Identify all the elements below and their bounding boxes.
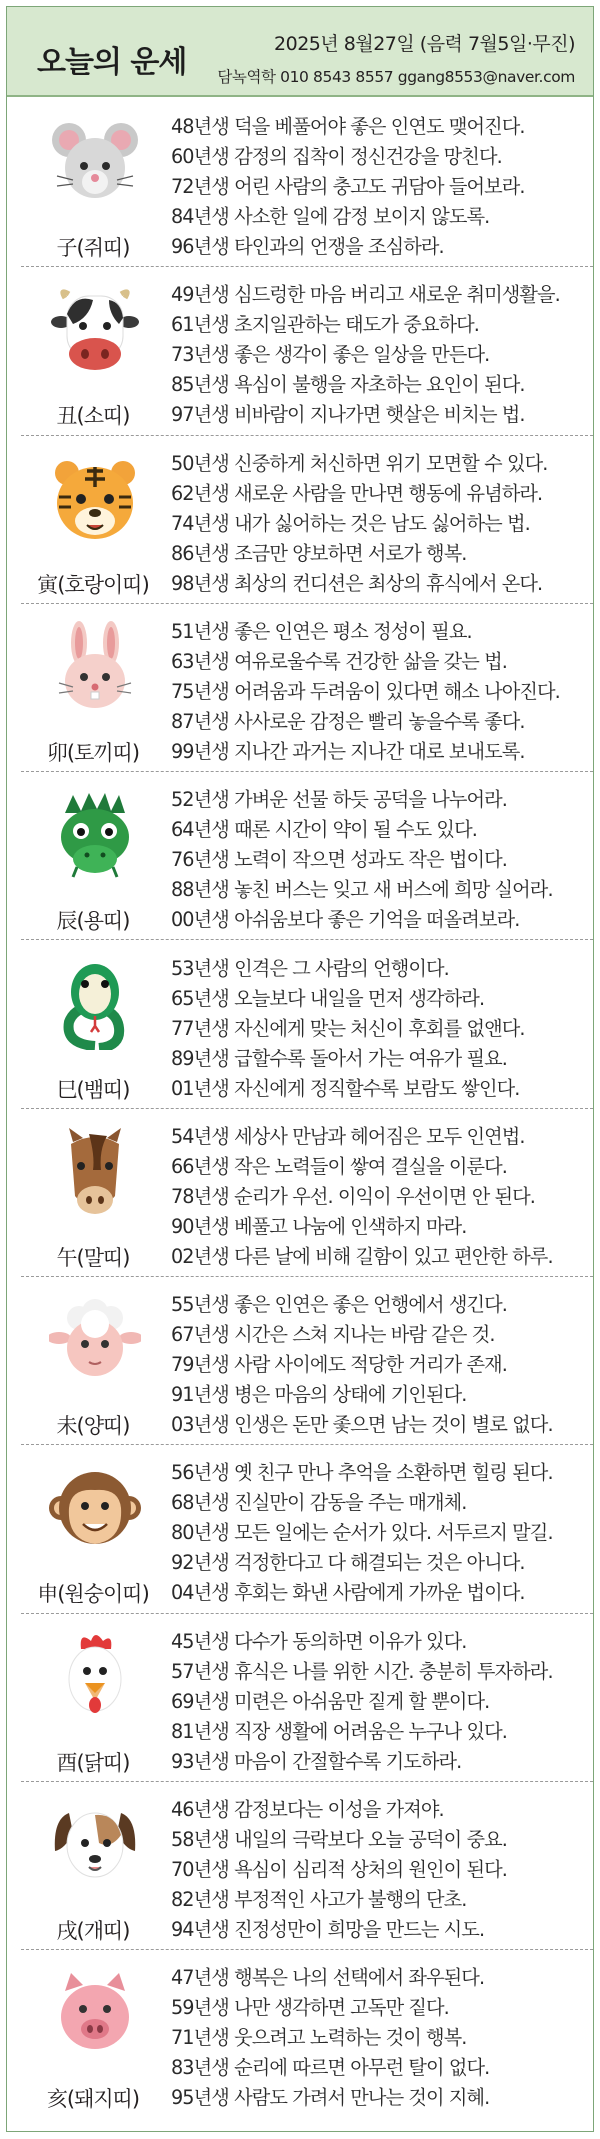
fortune-line: 96년생 타인과의 언쟁을 조심하라. bbox=[171, 235, 444, 258]
fortune-lines bbox=[171, 280, 560, 430]
fortune-line: 73년생 좋은 생각이 좋은 일상을 만든다. bbox=[171, 343, 490, 367]
monkey-icon bbox=[49, 1462, 141, 1554]
fortune-line: 74년생 내가 싫어하는 것은 남도 싫어하는 법. bbox=[171, 511, 530, 535]
fortune-line: 91년생 병은 마음의 상태에 기인된다. bbox=[171, 1383, 467, 1407]
pig-icon bbox=[49, 1967, 141, 2059]
fortune-line: 76년생 노력이 작으면 성과도 작은 법이다. bbox=[171, 848, 507, 872]
fortune-line: 78년생 순리가 우선. 이익이 우선이면 안 된다. bbox=[171, 1184, 536, 1208]
rabbit-icon bbox=[49, 621, 141, 713]
fortune-lines bbox=[171, 785, 553, 935]
fortune-line: 79년생 사람 사이에도 적당한 거리가 존재. bbox=[171, 1353, 507, 1377]
tiger-icon bbox=[49, 453, 141, 545]
fortune-line: 99년생 지나간 과거는 지나간 대로 보내도록. bbox=[171, 739, 525, 763]
fortune-line: 84년생 사소한 일에 감정 보이지 않도록. bbox=[171, 205, 490, 228]
fortune-line: 87년생 사사로운 감정은 빨리 놓을수록 좋다. bbox=[171, 709, 525, 733]
fortune-line: 46년생 감정보다는 이성을 가져야. bbox=[171, 1798, 444, 1821]
fortune-line: 62년생 새로운 사람을 만나면 행동에 유념하라. bbox=[171, 481, 543, 505]
zodiac-section bbox=[7, 1108, 593, 1276]
fortune-line: 58년생 내일의 극락보다 오늘 공덕이 중요. bbox=[171, 1828, 507, 1851]
fortune-line: 66년생 작은 노력들이 쌓여 결실을 이룬다. bbox=[171, 1154, 507, 1178]
fortune-line: 60년생 감정의 집착이 정신건강을 망친다. bbox=[171, 145, 502, 168]
fortune-lines bbox=[171, 954, 525, 1104]
fortune-line: 01년생 자신에게 정직할수록 보람도 쌓인다. bbox=[171, 1076, 520, 1100]
fortune-line: 72년생 어린 사람의 충고도 귀담아 들어보라. bbox=[171, 175, 525, 198]
zodiac-label: 酉(닭띠) bbox=[56, 1750, 130, 1775]
zodiac-section bbox=[7, 98, 593, 266]
zodiac-label: 巳(뱀띠) bbox=[56, 1077, 130, 1102]
fortune-line: 65년생 오늘보다 내일을 먼저 생각하라. bbox=[171, 986, 485, 1010]
fortune-lines bbox=[171, 1458, 553, 1608]
page-title: 오늘의 운세 bbox=[37, 45, 187, 80]
fortune-line: 68년생 진실만이 감동을 주는 매개체. bbox=[171, 1491, 467, 1515]
date-line: 2025년 8월27일 (음력 7월5일·무진) bbox=[274, 33, 575, 55]
zodiac-label: 午(말띠) bbox=[56, 1245, 130, 1270]
rooster-icon bbox=[49, 1631, 141, 1723]
fortune-line: 81년생 직장 생활에 어려움은 누구나 있다. bbox=[171, 1719, 507, 1743]
fortune-line: 59년생 나만 생각하면 고독만 짙다. bbox=[171, 1996, 449, 2020]
horse-icon bbox=[49, 1126, 141, 1218]
zodiac-section bbox=[7, 603, 593, 771]
fortune-line: 63년생 여유로울수록 건강한 삶을 갖는 법. bbox=[171, 649, 507, 673]
rat-icon bbox=[49, 116, 141, 208]
fortune-line: 50년생 신중하게 처신하면 위기 모면할 수 있다. bbox=[171, 451, 548, 475]
sheep-icon bbox=[49, 1294, 141, 1386]
fortune-line: 52년생 가벼운 선물 하듯 공덕을 나누어라. bbox=[171, 788, 507, 812]
snake-icon bbox=[49, 958, 141, 1050]
zodiac-label: 丑(소띠) bbox=[56, 404, 130, 429]
fortune-lines bbox=[171, 1963, 489, 2113]
zodiac-label: 卯(토끼띠) bbox=[46, 740, 140, 765]
fortune-line: 45년생 다수가 동의하면 이유가 있다. bbox=[171, 1629, 467, 1653]
zodiac-section bbox=[7, 771, 593, 939]
fortune-line: 86년생 조금만 양보하면 서로가 행복. bbox=[171, 541, 467, 565]
fortune-lines bbox=[171, 617, 560, 767]
fortune-line: 00년생 아쉬움보다 좋은 기억을 떠올려보라. bbox=[171, 908, 520, 932]
zodiac-label: 戌(개띠) bbox=[56, 1919, 130, 1943]
fortune-line: 71년생 웃으려고 노력하는 것이 행복. bbox=[171, 2026, 467, 2050]
fortune-line: 83년생 순리에 따르면 아무런 탈이 없다. bbox=[171, 2056, 490, 2080]
fortune-line: 49년생 심드렁한 마음 버리고 새로운 취미생활을. bbox=[171, 283, 560, 307]
zodiac-label: 寅(호랑이띠) bbox=[37, 572, 149, 597]
fortune-line: 77년생 자신에게 맞는 처신이 후회를 없앤다. bbox=[171, 1016, 525, 1040]
fortune-line: 55년생 좋은 인연은 좋은 언행에서 생긴다. bbox=[171, 1293, 507, 1317]
fortune-line: 97년생 비바람이 지나가면 햇살은 비치는 법. bbox=[171, 403, 525, 427]
zodiac-section bbox=[7, 1613, 593, 1781]
fortune-line: 89년생 급할수록 돌아서 가는 여유가 필요. bbox=[171, 1046, 507, 1070]
fortune-line: 94년생 진정성만이 희망을 만드는 시도. bbox=[171, 1918, 485, 1941]
fortune-line: 51년생 좋은 인연은 평소 정성이 필요. bbox=[171, 619, 472, 643]
zodiac-section bbox=[7, 1781, 593, 1949]
fortune-line: 57년생 휴식은 나를 위한 시간. 충분히 투자하라. bbox=[171, 1659, 553, 1683]
page-header bbox=[7, 7, 593, 97]
fortune-line: 92년생 걱정한다고 다 해결되는 것은 아니다. bbox=[171, 1551, 525, 1575]
fortune-lines bbox=[171, 1627, 553, 1777]
dragon-icon bbox=[49, 789, 141, 881]
fortune-lines bbox=[171, 1290, 553, 1440]
fortune-line: 56년생 옛 친구 만나 추억을 소환하면 힐링 된다. bbox=[171, 1461, 553, 1485]
zodiac-label: 亥(돼지띠) bbox=[46, 2087, 140, 2112]
fortune-line: 02년생 다른 날에 비해 길함이 있고 편안한 하루. bbox=[171, 1244, 553, 1268]
fortune-line: 03년생 인생은 돈만 좇으면 남는 것이 별로 없다. bbox=[171, 1413, 553, 1437]
fortune-line: 64년생 때론 시간이 약이 될 수도 있다. bbox=[171, 818, 477, 842]
fortune-line: 93년생 마음이 간절할수록 기도하라. bbox=[171, 1749, 462, 1773]
cow-icon bbox=[49, 284, 141, 376]
zodiac-label: 未(양띠) bbox=[56, 1414, 130, 1439]
fortune-line: 69년생 미련은 아쉬움만 짙게 할 뿐이다. bbox=[171, 1689, 490, 1713]
zodiac-section bbox=[7, 435, 593, 603]
zodiac-label: 申(원숭이띠) bbox=[37, 1582, 149, 1607]
dog-icon bbox=[49, 1799, 141, 1891]
fortune-line: 90년생 베풀고 나눔에 인색하지 마라. bbox=[171, 1214, 467, 1238]
fortune-lines bbox=[171, 1795, 507, 1945]
fortune-lines bbox=[171, 112, 525, 262]
fortune-line: 80년생 모든 일에는 순서가 있다. 서두르지 말길. bbox=[171, 1521, 553, 1545]
fortune-line: 47년생 행복은 나의 선택에서 좌우된다. bbox=[171, 1966, 485, 1990]
zodiac-section bbox=[7, 1949, 593, 2117]
fortune-line: 61년생 초지일관하는 태도가 중요하다. bbox=[171, 313, 479, 337]
fortune-line: 53년생 인격은 그 사람의 언행이다. bbox=[171, 956, 449, 980]
zodiac-section bbox=[7, 266, 593, 434]
fortune-line: 67년생 시간은 스쳐 지나는 바람 같은 것. bbox=[171, 1323, 495, 1347]
contact-line: 담녹역학 010 8543 8557 ggang8553@naver.com bbox=[217, 68, 575, 86]
fortune-line: 04년생 후회는 화낸 사람에게 가까운 법이다. bbox=[171, 1581, 525, 1605]
fortune-line: 54년생 세상사 만남과 헤어짐은 모두 인연법. bbox=[171, 1124, 525, 1148]
fortune-line: 95년생 사람도 가려서 만나는 것이 지혜. bbox=[171, 2086, 490, 2110]
fortune-line: 48년생 덕을 베풀어야 좋은 인연도 맺어진다. bbox=[171, 115, 525, 138]
zodiac-section bbox=[7, 940, 593, 1108]
fortune-line: 70년생 욕심이 심리적 상처의 원인이 된다. bbox=[171, 1858, 507, 1881]
fortune-lines bbox=[171, 1122, 553, 1272]
zodiac-label: 子(쥐띠) bbox=[56, 236, 130, 260]
fortune-line: 88년생 놓친 버스는 잊고 새 버스에 희망 실어라. bbox=[171, 878, 553, 902]
fortune-line: 85년생 욕심이 불행을 자초하는 요인이 된다. bbox=[171, 373, 525, 397]
fortune-lines bbox=[171, 449, 547, 599]
zodiac-section bbox=[7, 1444, 593, 1612]
fortune-line: 75년생 어려움과 두려움이 있다면 해소 나아진다. bbox=[171, 679, 560, 703]
zodiac-label: 辰(용띠) bbox=[56, 909, 130, 934]
zodiac-section bbox=[7, 1276, 593, 1444]
fortune-line: 98년생 최상의 컨디션은 최상의 휴식에서 온다. bbox=[171, 571, 543, 595]
fortune-line: 82년생 부정적인 사고가 불행의 단초. bbox=[171, 1888, 467, 1911]
